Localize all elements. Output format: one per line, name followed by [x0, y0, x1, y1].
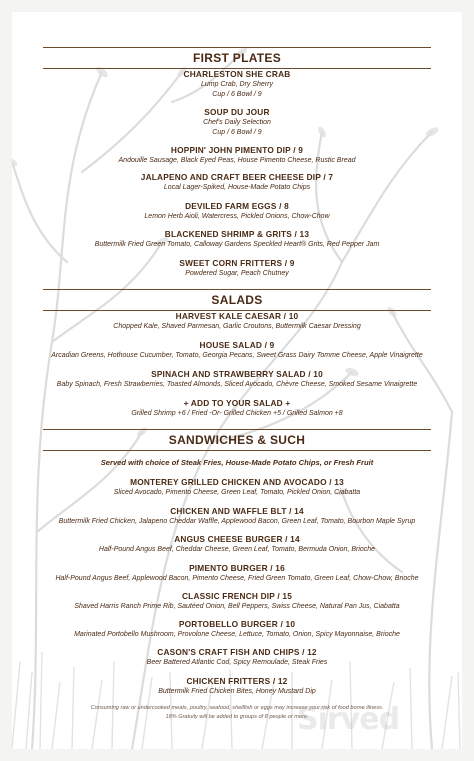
item-desc: Andouille Sausage, Black Eyed Peas, House Pimento Cheese, Rustic Bread	[118, 157, 356, 164]
sirved-watermark: Sirved	[297, 702, 400, 737]
menu-item	[12, 145, 462, 166]
menu-item	[12, 107, 462, 138]
item-name: PORTOBELLO BURGER / 10	[178, 619, 296, 629]
item-name: HOPPIN' JOHN PIMENTO DIP / 9	[170, 145, 304, 155]
item-name: CHICKEN FRITTERS / 12	[186, 676, 288, 686]
menu-item	[12, 398, 462, 419]
item-desc: Buttermilk Fried Green Tomato, Calloway Gardens Speckled Heart® Grits, Red Pepper Jam	[94, 241, 380, 248]
item-name: PIMENTO BURGER / 16	[189, 563, 285, 573]
menu-item	[12, 69, 462, 100]
served-with-note: Served with choice of Steak Fries, House-Made Potato Chips, or Fresh Fruit	[100, 458, 374, 467]
item-desc: Sliced Avocado, Pimento Cheese, Green Leaf, Tomato, Pickled Onion, Ciabatta	[113, 489, 361, 496]
menu-item	[12, 676, 462, 697]
item-name: DEVILED FARM EGGS / 8	[185, 201, 289, 211]
item-desc: Local Lager-Spiked, House-Made Potato Chips	[163, 184, 311, 191]
item-name: JALAPENO AND CRAFT BEER CHEESE DIP / 7	[140, 172, 334, 182]
item-name: CHARLESTON SHE CRAB	[183, 69, 291, 79]
item-desc: Buttermilk Fried Chicken Bites, Honey Mustard Dip	[158, 688, 316, 695]
menu-item	[12, 340, 462, 361]
menu-frame	[12, 12, 462, 749]
menu-item	[12, 201, 462, 222]
menu-item	[12, 229, 462, 250]
item-name: SWEET CORN FRITTERS / 9	[179, 258, 295, 268]
menu-item	[12, 311, 462, 332]
menu-item	[12, 506, 462, 527]
gratuity-note: 18% Gratuity will be added to groups of 8 people or more.	[165, 714, 309, 720]
salads-header	[43, 289, 431, 311]
sandwiches-title: SANDWICHES & SUCH	[168, 433, 306, 447]
item-name: CLASSIC FRENCH DIP / 15	[181, 591, 293, 601]
item-name: HARVEST KALE CAESAR / 10	[175, 311, 299, 321]
menu-item	[12, 534, 462, 555]
item-desc: Marinated Portobello Mushroom, Provolone Cheese, Lettuce, Tomato, Onion, Spicy Mayonnaise, Brioche	[74, 631, 400, 638]
item-desc: Half-Pound Angus Beef, Applewood Bacon, Pimento Cheese, Fried Green Tomato, Green Leaf, Chow-Chow, Brioche	[55, 575, 419, 582]
item-desc: Lemon Herb Aioli, Watercress, Pickled Onions, Chow-Chow	[144, 213, 330, 220]
item-name: MONTEREY GRILLED CHICKEN AND AVOCADO / 13	[130, 477, 344, 487]
item-price: Cup / 6 Bowl / 9	[212, 91, 262, 98]
sandwiches-header	[43, 429, 431, 451]
menu-item	[12, 172, 462, 193]
item-desc: Arcadian Greens, Hothouse Cucumber, Tomato, Georgia Pecans, Sweet Grass Dairy Tomme Cheese, Apple Vinaigrette	[51, 352, 423, 359]
item-name: SPINACH AND STRAWBERRY SALAD / 10	[151, 369, 323, 379]
item-desc: Grilled Shrimp +6 / Fried -Or- Grilled Chicken +5 / Grilled Salmon +8	[131, 410, 343, 417]
item-desc: Lump Crab, Dry Sherry	[201, 81, 273, 88]
item-price: Cup / 6 Bowl / 9	[212, 129, 262, 136]
item-desc: Buttermilk Fried Chicken, Jalapeno Cheddar Waffle, Applewood Bacon, Green Leaf, Tomato, Bourbon Maple Syrup	[58, 518, 416, 525]
item-desc: Shaved Harris Ranch Prime Rib, Sautéed Onion, Bell Peppers, Swiss Cheese, Natural Pan Jus, Ciabatta	[74, 603, 400, 610]
item-desc: Chopped Kale, Shaved Parmesan, Garlic Croutons, Buttermilk Caesar Dressing	[113, 323, 361, 330]
item-name: + ADD TO YOUR SALAD +	[183, 398, 291, 408]
item-name: BLACKENED SHRIMP & GRITS / 13	[164, 229, 310, 239]
first-plates-title: FIRST PLATES	[192, 51, 282, 65]
item-desc: Powdered Sugar, Peach Chutney	[185, 270, 289, 277]
item-desc: Half-Pound Angus Beef, Cheddar Cheese, Green Leaf, Tomato, Bermuda Onion, Brioche	[98, 546, 376, 553]
item-name: CHICKEN AND WAFFLE BLT / 14	[170, 506, 304, 516]
menu-item	[12, 619, 462, 640]
menu-item	[12, 369, 462, 390]
first-plates-header	[43, 47, 431, 69]
item-name: SOUP DU JOUR	[204, 107, 270, 117]
item-name: CASON'S CRAFT FISH AND CHIPS / 12	[157, 647, 317, 657]
menu-item	[12, 591, 462, 612]
menu-item	[12, 258, 462, 279]
menu-item	[12, 563, 462, 584]
item-name: HOUSE SALAD / 9	[199, 340, 275, 350]
item-desc: Beer Battered Atlantic Cod, Spicy Remoulade, Steak Fries	[146, 659, 328, 666]
food-safety-warning: Consuming raw or undercooked meats, poultry, seafood, shellfish or eggs may increase your risk of food borne illness.	[90, 705, 384, 711]
item-name: ANGUS CHEESE BURGER / 14	[174, 534, 300, 544]
menu-item	[12, 647, 462, 668]
menu-item	[12, 477, 462, 498]
item-desc: Chef's Daily Selection	[203, 119, 271, 126]
item-desc: Baby Spinach, Fresh Strawberries, Toasted Almonds, Sliced Avocado, Chèvre Cheese, Smoked Sesame Vinaigrette	[56, 381, 418, 388]
salads-title: SALADS	[211, 293, 263, 307]
